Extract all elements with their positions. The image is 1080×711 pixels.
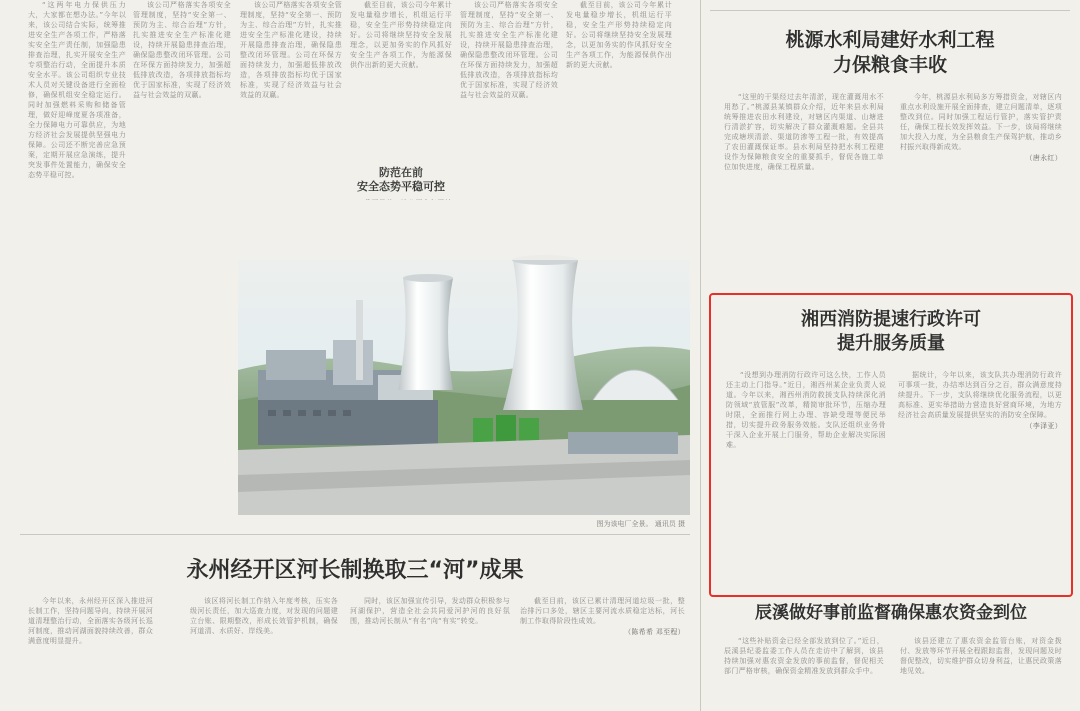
yongzhou-text-2: 该区将河长制工作纳入年度考核，压实各级河长责任，加大巡查力度，对发现的问题建立台账、限期整改，形成长效管护机制，确保河道清、水质好、岸线美。 [190,597,338,635]
xiangxi-byline: （李泽亚） [1025,422,1062,430]
taoyuan-text-2: 今年，桃源县水利局多方筹措资金，对辖区内重点水利设施开展全面排查，建立问题清单，逐项整改到位。同时加强工程运行管护，落实管护责任，确保工程长效发挥效益。下一步，该局将继续加大投入力度，为全县粮食生产保驾护航，推动乡村振兴取得新成效。 [900,93,1062,151]
taoyuan-column-1 [724,92,884,277]
energy-subhead-line2: 安全态势平稳可控 [357,180,445,193]
taoyuan-text-1: “这里的干渠经过去年清淤，现在灌溉用水不用愁了。”桃源县某镇群众介绍，近年来县水利局统筹推进农田水利建设，对辖区内渠道、山塘进行清淤扩容，切实解决了群众灌溉难题。全县共完成塘坝清淤、渠道防渗等工程一批，有效提高了农田灌溉保证率。县水利局坚持把水利工程建设作为保障粮食安全的重要抓手，督促各施工单位加快进度，确保工程质量。 [724,93,884,171]
left-article-column-2 [133,0,231,500]
energy-article-text-1: 该公司严格落实各项安全管理制度，坚持“安全第一、预防为主、综合治理”方针，扎实推进安全生产标准化建设，持续开展隐患排查治理，确保隐患整改闭环管理。公司在环保方面持续发力，加强超低排放改造，各项排放指标均优于国家标准，实现了经济效益与社会效益的双赢。 [240,1,342,99]
yongzhou-column-2 [190,596,338,706]
energy-article-column-2 [350,0,452,165]
yongzhou-text-1: 今年以来，永州经开区深入推进河长制工作，坚持问题导向，持续开展河道清理整治行动，全面落实各级河长巡河制度，推动河湖面貌持续改善，群众满意度明显提升。 [28,597,153,645]
left-article-column [28,0,126,500]
highlight-box [709,293,1073,597]
section-divider-taoyuan [710,10,1070,11]
chenxi-text-2: 该县还建立了惠农资金监管台账，对资金拨付、发放等环节开展全程跟踪监督，发现问题及时督促整改，切实维护群众切身利益，让惠民政策落地见效。 [900,637,1062,675]
top-right-article-tail [712,0,1067,8]
photo-caption: 图为该电厂全景。 通讯员 摄 [596,520,685,528]
section-divider-yongzhou [20,534,690,535]
taoyuan-headline-line1: 桃源水利局建好水利工程 [785,29,995,51]
column-divider [700,0,701,711]
yongzhou-text-3: 同时，该区加强宣传引导，发动群众积极参与河湖保护，营造全社会共同爱河护河的良好氛围，推动河长制从“有名”向“有实”转变。 [350,597,510,625]
chenxi-column-1 [724,636,884,711]
chenxi-column-2 [900,636,1062,711]
power-plant-image [238,200,690,515]
taoyuan-column-2 [900,92,1062,277]
energy-article-text-2: 截至目前，该公司今年累计发电量稳步增长，机组运行平稳，安全生产形势持续稳定向好。公司将继续坚持安全发展理念，以更加务实的作风抓好安全生产各项工作，为能源保供作出新的更大贡献。 [350,1,452,69]
energy-subhead [350,166,452,194]
taoyuan-headline-line2: 力保粮食丰收 [832,54,947,76]
yongzhou-byline: （陈希希 邓至程） [624,628,685,636]
taoyuan-byline: （唐永红） [1025,154,1062,162]
xiangxi-text-2: 据统计，今年以来，该支队共办理消防行政许可事项一批，办结率达到百分之百，群众满意度持续提升。下一步，支队将继续优化服务流程，以更高标准、更实举措助力营造良好营商环境，为地方经济社会高质量发展提供坚实的消防安全保障。 [898,371,1062,419]
xiangxi-headline-line2: 提升服务质量 [837,333,945,354]
yongzhou-column-1 [28,596,153,706]
taoyuan-headline [710,28,1070,78]
yongzhou-text-4: 截至目前，该区已累计清理河道垃圾一批，整治排污口多处，辖区主要河流水质稳定达标，河长制工作取得阶段性成效。 [520,597,685,625]
yongzhou-column-4 [520,596,685,696]
chenxi-headline: 辰溪做好事前监督确保惠农资金到位 [755,603,1027,623]
left-article-text-2: 该公司严格落实各项安全管理制度，坚持“安全第一、预防为主、综合治理”方针，扎实推进安全生产标准化建设，持续开展隐患排查治理，确保隐患整改闭环管理。公司在环保方面持续发力，加强超低排放改造，各项排放指标均优于国家标准，实现了经济效益与社会效益的双赢。 [133,1,231,99]
left-article-text: “这两年电力保供压力大，大家都在想办法。”今年以来，该公司结合实际，统筹推进安全生产各项工作，严格落实安全生产责任制，加强隐患排查治理，扎实开展安全生产专项整治行动，全面提升本质安全水平。该公司组织专业技术人员对关键设备进行全面检修，确保机组安全稳定运行。同时加强燃料采购和储备管理，做好迎峰度夏各项准备，全力保障电力可靠供应，为地方经济社会发展提供坚强电力保障。公司还不断完善应急预案，定期开展应急演练，提升突发事件处置能力，确保安全态势平稳可控。 [28,1,126,179]
yongzhou-headline: 永州经开区河长制换取三“河”成果 [186,558,524,583]
power-plant-photo [238,200,690,515]
energy-subhead-line1: 防范在前 [379,166,423,179]
energy-article-text-3: 该公司严格落实各项安全管理制度，坚持“安全第一、预防为主、综合治理”方针，扎实推进安全生产标准化建设，持续开展隐患排查治理，确保隐患整改闭环管理。公司在环保方面持续发力，加强超低排放改造，各项排放指标均优于国家标准，实现了经济效益与社会效益的双赢。 [460,1,558,99]
xiangxi-headline-line1: 湘西消防提速行政许可 [801,309,981,330]
xiangxi-text-1: “没想到办理消防行政许可这么快，工作人员还主动上门指导。”近日，湘西州某企业负责人说道。今年以来，湘西州消防救援支队持续深化消防领域“放管服”改革，精简审批环节，压缩办理时限，全面推行网上办理、容缺受理等便民举措，切实提升政务服务效能。支队还组织业务骨干深入企业开展上门服务，帮助企业解决实际困难。 [726,371,886,449]
yongzhou-column-3 [350,596,510,706]
chenxi-text-1: “这些补贴资金已经全部发放到位了。”近日，辰溪县纪委监委工作人员在走访中了解到，该县持续加强对惠农资金发放的事前监督，督促相关部门严格审核，确保资金精准发放到群众手中。 [724,637,884,675]
energy-article-text-4: 截至目前，该公司今年累计发电量稳步增长，机组运行平稳，安全生产形势持续稳定向好。公司将继续坚持安全发展理念，以更加务实的作风抓好安全生产各项工作，为能源保供作出新的更大贡献。 [566,1,672,69]
